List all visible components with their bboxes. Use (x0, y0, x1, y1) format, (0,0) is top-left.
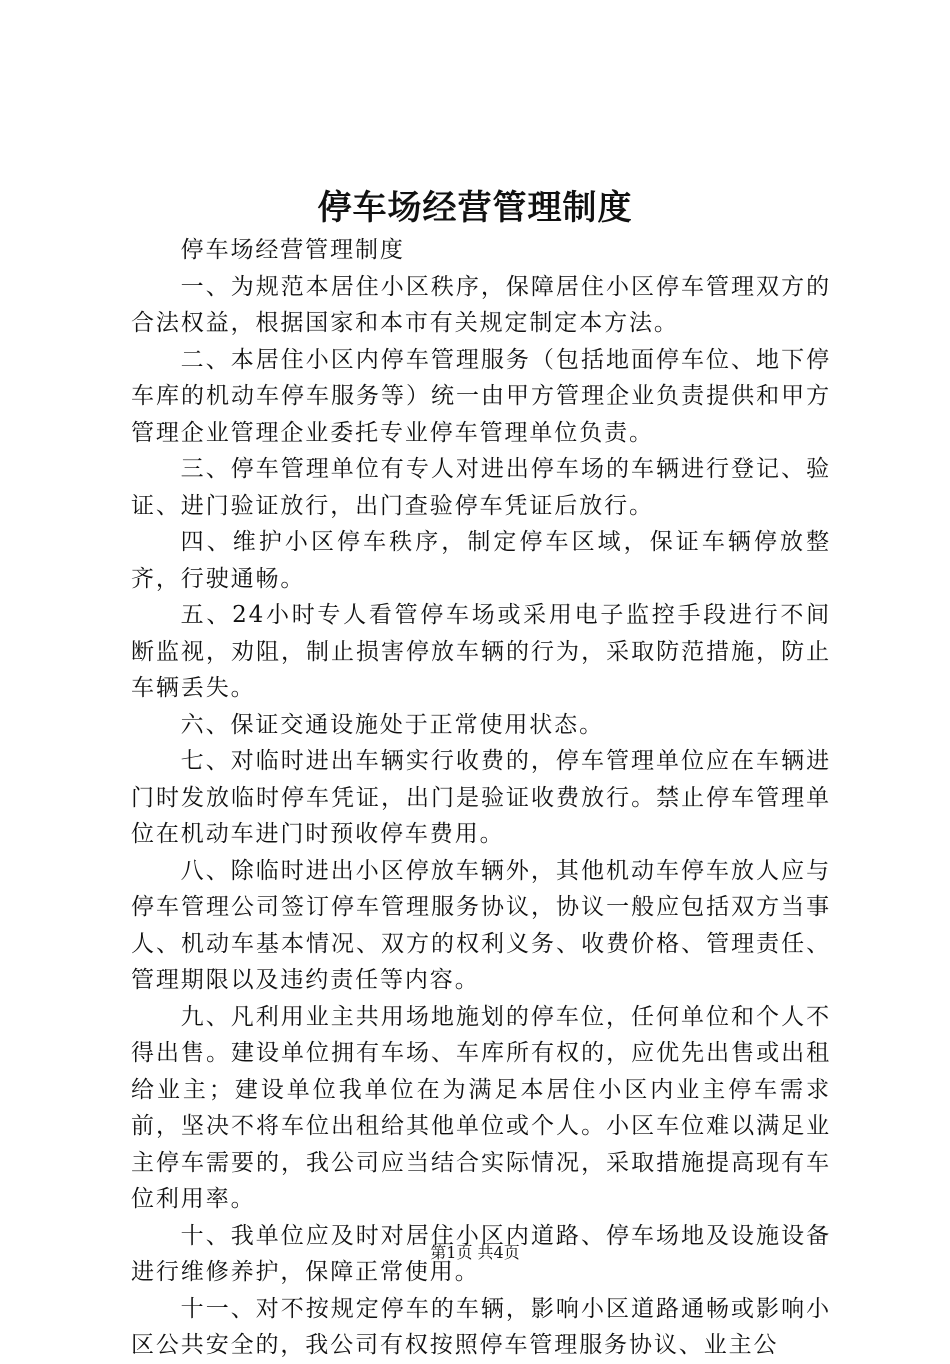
paragraph-2: 二、本居住小区内停车管理服务（包括地面停车位、地下停车库的机动车停车服务等）统一由甲方管理企业负责提供和甲方管理企业管理企业委托专业停车管理单位负责。 (131, 346, 831, 446)
document-title: 停车场经营管理制度 (317, 188, 633, 228)
document-body (131, 232, 831, 1364)
paragraph-11: 十一、对不按规定停车的车辆，影响小区道路通畅或影响小区公共安全的，我公司有权按照停车管理服务协议、业主公 (131, 1295, 831, 1358)
paragraph-4: 四、维护小区停车秩序，制定停车区域，保证车辆停放整齐，行驶通畅。 (131, 529, 831, 592)
paragraph-5: 五、24小时专人看管停车场或采用电子监控手段进行不间断监视，劝阻，制止损害停放车辆的行为，采取防范措施，防止车辆丢失。 (131, 602, 831, 701)
page-number-footer: 第1页 共4页 (430, 1243, 520, 1262)
paragraph-10: 十、我单位应及时对居住小区内道路、停车场地及设施设备进行维修养护，保障正常使用。 (131, 1222, 831, 1285)
paragraph-9: 九、凡利用业主共用场地施划的停车位，任何单位和个人不得出售。建设单位拥有车场、车库所有权的，应优先出售或出租给业主；建设单位我单位在为满足本居住小区内业主停车需求前，坚决不将车位出租给其他单位或个人。小区车位难以满足业主停车需要的，我公司应当结合实际情况，采取措施提高现有车位利用率。 (131, 1003, 831, 1212)
paragraph-7: 七、对临时进出车辆实行收费的，停车管理单位应在车辆进门时发放临时停车凭证，出门是验证收费放行。禁止停车管理单位在机动车进门时预收停车费用。 (131, 748, 831, 847)
paragraph-1: 一、为规范本居住小区秩序，保障居住小区停车管理双方的合法权益，根据国家和本市有关规定制定本方法。 (131, 273, 831, 336)
paragraph-3: 三、停车管理单位有专人对进出停车场的车辆进行登记、验证、进门验证放行，出门查验停车凭证后放行。 (131, 456, 831, 519)
paragraph-heading: 停车场经营管理制度 (180, 237, 405, 263)
paragraph-6: 六、保证交通设施处于正常使用状态。 (180, 711, 604, 738)
paragraph-8: 八、除临时进出小区停放车辆外，其他机动车停车放人应与停车管理公司签订停车管理服务协议，协议一般应包括双方当事人、机动车基本情况、双方的权利义务、收费价格、管理责任、管理期限以及违约责任等内容。 (131, 857, 831, 993)
